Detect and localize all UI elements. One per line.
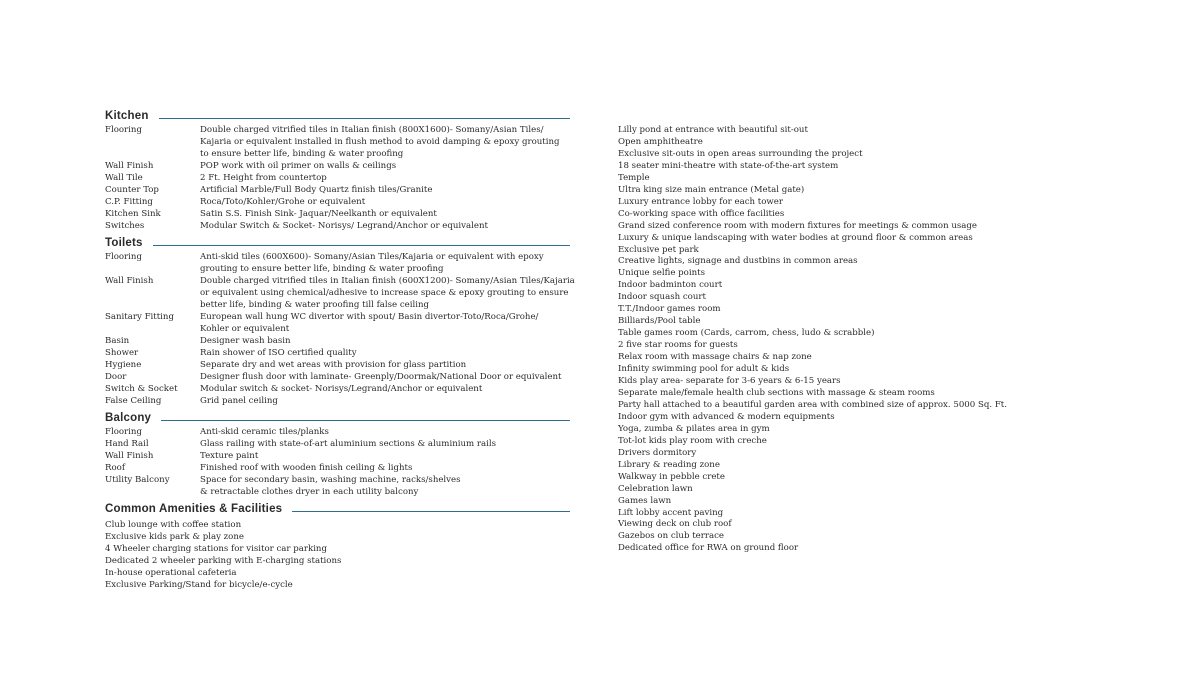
spec-value-line: or equivalent using chemical/adhesive to increase space & epoxy grouting to ensure (200, 288, 569, 298)
spec-row (105, 462, 570, 474)
spec-label: Flooring (105, 252, 142, 262)
spec-label: Kitchen Sink (105, 209, 161, 219)
spec-value (200, 371, 570, 383)
amenity-item: Games lawn (618, 495, 672, 506)
spec-value (200, 395, 570, 407)
spec-value-line: Glass railing with state-of-art aluminium sections & aluminium rails (200, 439, 497, 449)
spec-label: Wall Tile (105, 173, 143, 183)
right-column (618, 125, 1058, 555)
section-header-amenities (105, 501, 570, 517)
spec-value-line: Texture paint (200, 451, 259, 461)
spec-value (200, 275, 575, 311)
spec-value (200, 474, 570, 498)
spec-label: Utility Balcony (105, 475, 170, 485)
amenity-item: Relax room with massage chairs & nap zone (618, 352, 812, 363)
section-title: Toilets (105, 237, 143, 249)
spec-label: Door (105, 372, 127, 382)
spec-value (200, 208, 570, 220)
spec-value-line: Anti-skid ceramic tiles/planks (200, 427, 329, 437)
spec-value (200, 462, 570, 474)
section-header-kitchen (105, 108, 570, 124)
amenity-item: Exclusive kids park & play zone (105, 531, 244, 542)
spec-value (200, 172, 570, 184)
spec-value (200, 220, 570, 232)
spec-label: False Ceiling (105, 396, 162, 406)
spec-value-line: better life, binding & water proofing till false ceiling (200, 300, 430, 310)
spec-row (105, 438, 570, 450)
spec-value-line: Modular switch & socket- Norisys/Legrand/Anchor or equivalent (200, 384, 483, 394)
spec-value-line: Finished roof with wooden finish ceiling & lights (200, 463, 413, 473)
amenity-item: 2 five star rooms for guests (618, 340, 738, 351)
spec-row (105, 208, 570, 220)
spec-label: Wall Finish (105, 161, 154, 171)
spec-value-line: Separate dry and wet areas with provision for glass partition (200, 360, 467, 370)
spec-value (200, 124, 570, 160)
amenity-item: Table games room (Cards, carrom, chess, ludo & scrabble) (618, 328, 875, 339)
amenity-item: 18 seater mini-theatre with state-of-the-art system (618, 160, 839, 171)
spec-value-line: Roca/Toto/Kohler/Grohe or equivalent (200, 197, 366, 207)
spec-row (105, 359, 570, 371)
amenity-item: Tot-lot kids play room with creche (618, 435, 767, 446)
amenity-item: Gazebos on club terrace (618, 531, 724, 542)
spec-row (105, 395, 570, 407)
amenity-item: Celebration lawn (618, 483, 693, 494)
spec-value-line: grouting to ensure better life, binding & water proofing (200, 264, 444, 274)
spec-row (105, 196, 570, 208)
spec-row (105, 371, 570, 383)
spec-label: Flooring (105, 125, 142, 135)
spec-value-line: Modular Switch & Socket- Norisys/ Legrand/Anchor or equivalent (200, 221, 488, 231)
spec-value-line: POP work with oil primer on walls & ceilings (200, 161, 397, 171)
amenity-item: Ultra king size main entrance (Metal gate) (618, 184, 805, 195)
amenity-item: Viewing deck on club roof (618, 519, 732, 530)
amenity-item: Indoor badminton court (618, 280, 723, 291)
amenity-item: T.T./Indoor games room (618, 304, 721, 315)
spec-row (105, 184, 570, 196)
amenity-item: Creative lights, signage and dustbins in common areas (618, 256, 858, 267)
amenity-item: Party hall attached to a beautiful garden area with combined size of approx. 5000 Sq. Ft. (618, 399, 1007, 410)
spec-value-line: Artificial Marble/Full Body Quartz finish tiles/Granite (200, 185, 433, 195)
amenity-item: Temple (618, 172, 650, 183)
spec-label: Hand Rail (105, 439, 149, 449)
spec-row (105, 124, 570, 160)
spec-label: Sanitary Fitting (105, 312, 174, 322)
spec-value-line: Grid panel ceiling (200, 396, 278, 406)
amenity-item: Exclusive Parking/Stand for bicycle/e-cycle (105, 579, 293, 590)
amenity-item: Exclusive sit-outs in open areas surrounding the project (618, 148, 863, 159)
amenity-item: Luxury & unique landscaping with water bodies at ground floor & common areas (618, 232, 973, 243)
spec-value (200, 450, 570, 462)
section-divider (292, 511, 570, 512)
left-column (105, 108, 575, 592)
spec-row (105, 383, 570, 395)
spec-value (200, 251, 570, 275)
spec-value (200, 184, 570, 196)
section-divider (153, 245, 570, 246)
spec-label: Flooring (105, 427, 142, 437)
section-divider (159, 118, 570, 119)
spec-label: Roof (105, 463, 125, 473)
spec-value (200, 196, 570, 208)
spec-value-line: Space for secondary basin, washing machine, racks/shelves (200, 475, 461, 485)
amenity-item: Dedicated 2 wheeler parking with E-charging stations (105, 555, 342, 566)
spec-label: Wall Finish (105, 451, 154, 461)
amenity-item: Drivers dormitory (618, 447, 697, 458)
spec-value-line: Designer flush door with laminate- Greenply/Doormak/National Door or equivalent (200, 372, 562, 382)
spec-value (200, 311, 570, 335)
amenity-item: Separate male/female health club sections with massage & steam rooms (618, 387, 935, 398)
amenity-item: Lilly pond at entrance with beautiful sit-out (618, 125, 808, 135)
spec-label: Wall Finish (105, 276, 154, 286)
spec-value-line: Double charged vitrified tiles in Italian finish (800X1600)- Somany/Asian Tiles/ (200, 125, 544, 135)
amenity-item: Walkway in pebble crete (618, 471, 725, 482)
section-header-toilets (105, 235, 570, 251)
spec-label: C.P. Fitting (105, 197, 153, 207)
spec-value-line: Designer wash basin (200, 336, 291, 346)
section-title: Common Amenities & Facilities (105, 503, 283, 515)
spec-value (200, 359, 570, 371)
amenity-item: Indoor squash court (618, 292, 706, 303)
spec-label: Basin (105, 336, 130, 346)
spec-value (200, 347, 570, 359)
spec-row (105, 426, 570, 438)
amenity-item: Lift lobby accent paving (618, 507, 724, 518)
amenity-item: 4 Wheeler charging stations for visitor car parking (105, 543, 327, 554)
spec-row (105, 160, 570, 172)
spec-value-line: to ensure better life, binding & water proofing (200, 149, 404, 159)
spec-value-line: 2 Ft. Height from countertop (200, 173, 327, 183)
spec-row (105, 335, 570, 347)
spec-row (105, 275, 575, 311)
spec-value (200, 383, 570, 395)
section-divider (161, 420, 570, 421)
spec-row (105, 172, 570, 184)
amenity-item: Grand sized conference room with modern fixtures for meetings & common usage (618, 220, 978, 231)
amenity-item: Library & reading zone (618, 459, 720, 470)
amenity-item: Co-working space with office facilities (618, 208, 785, 219)
spec-value-line: Anti-skid tiles (600X600)- Somany/Asian Tiles/Kajaria or equivalent with epoxy (200, 252, 544, 262)
spec-row (105, 347, 570, 359)
spec-value-line: Rain shower of ISO certified quality (200, 348, 357, 358)
spec-value-line: European wall hung WC divertor with spout/ Basin divertor-Toto/Roca/Grohe/ (200, 312, 539, 322)
spec-row (105, 311, 570, 335)
spec-label: Shower (105, 348, 139, 358)
amenity-item: Open amphitheatre (618, 136, 703, 147)
amenity-item: Exclusive pet park (618, 244, 699, 255)
spec-label: Switch & Socket (105, 384, 178, 394)
spec-value (200, 160, 570, 172)
spec-label: Hygiene (105, 360, 142, 370)
amenity-item: Indoor gym with advanced & modern equipments (618, 411, 835, 422)
amenity-item: In-house operational cafeteria (105, 567, 237, 578)
spec-value-line: Kohler or equivalent (200, 324, 290, 334)
spec-row (105, 220, 570, 232)
spec-value-line: Double charged vitrified tiles in Italian finish (600X1200)- Somany/Asian Tiles/Kajaria (200, 276, 575, 286)
spec-row (105, 474, 570, 498)
spec-label: Switches (105, 221, 145, 231)
spec-value-line: Kajaria or equivalent installed in flush method to avoid damping & epoxy grouting (200, 137, 560, 147)
spec-value (200, 438, 570, 450)
spec-row (105, 450, 570, 462)
amenity-item: Kids play area- separate for 3-6 years & 6-15 years (618, 376, 841, 387)
spec-value (200, 426, 570, 438)
spec-value-line: & retractable clothes dryer in each utility balcony (200, 487, 419, 497)
section-title: Balcony (105, 412, 152, 424)
spec-row (105, 251, 570, 275)
spec-label: Counter Top (105, 185, 159, 195)
section-title: Kitchen (105, 110, 149, 122)
amenity-item: Billiards/Pool table (618, 316, 701, 327)
amenity-item: Luxury entrance lobby for each tower (618, 196, 783, 207)
amenity-item: Dedicated office for RWA on ground floor (618, 543, 799, 554)
amenity-item: Club lounge with coffee station (105, 520, 242, 530)
amenity-item: Yoga, zumba & pilates area in gym (618, 423, 770, 434)
spec-value-line: Satin S.S. Finish Sink- Jaquar/Neelkanth or equivalent (200, 209, 437, 219)
spec-value (200, 335, 570, 347)
amenity-item: Infinity swimming pool for adult & kids (618, 364, 790, 375)
section-header-balcony (105, 410, 570, 426)
amenity-item: Unique selfie points (618, 268, 705, 279)
